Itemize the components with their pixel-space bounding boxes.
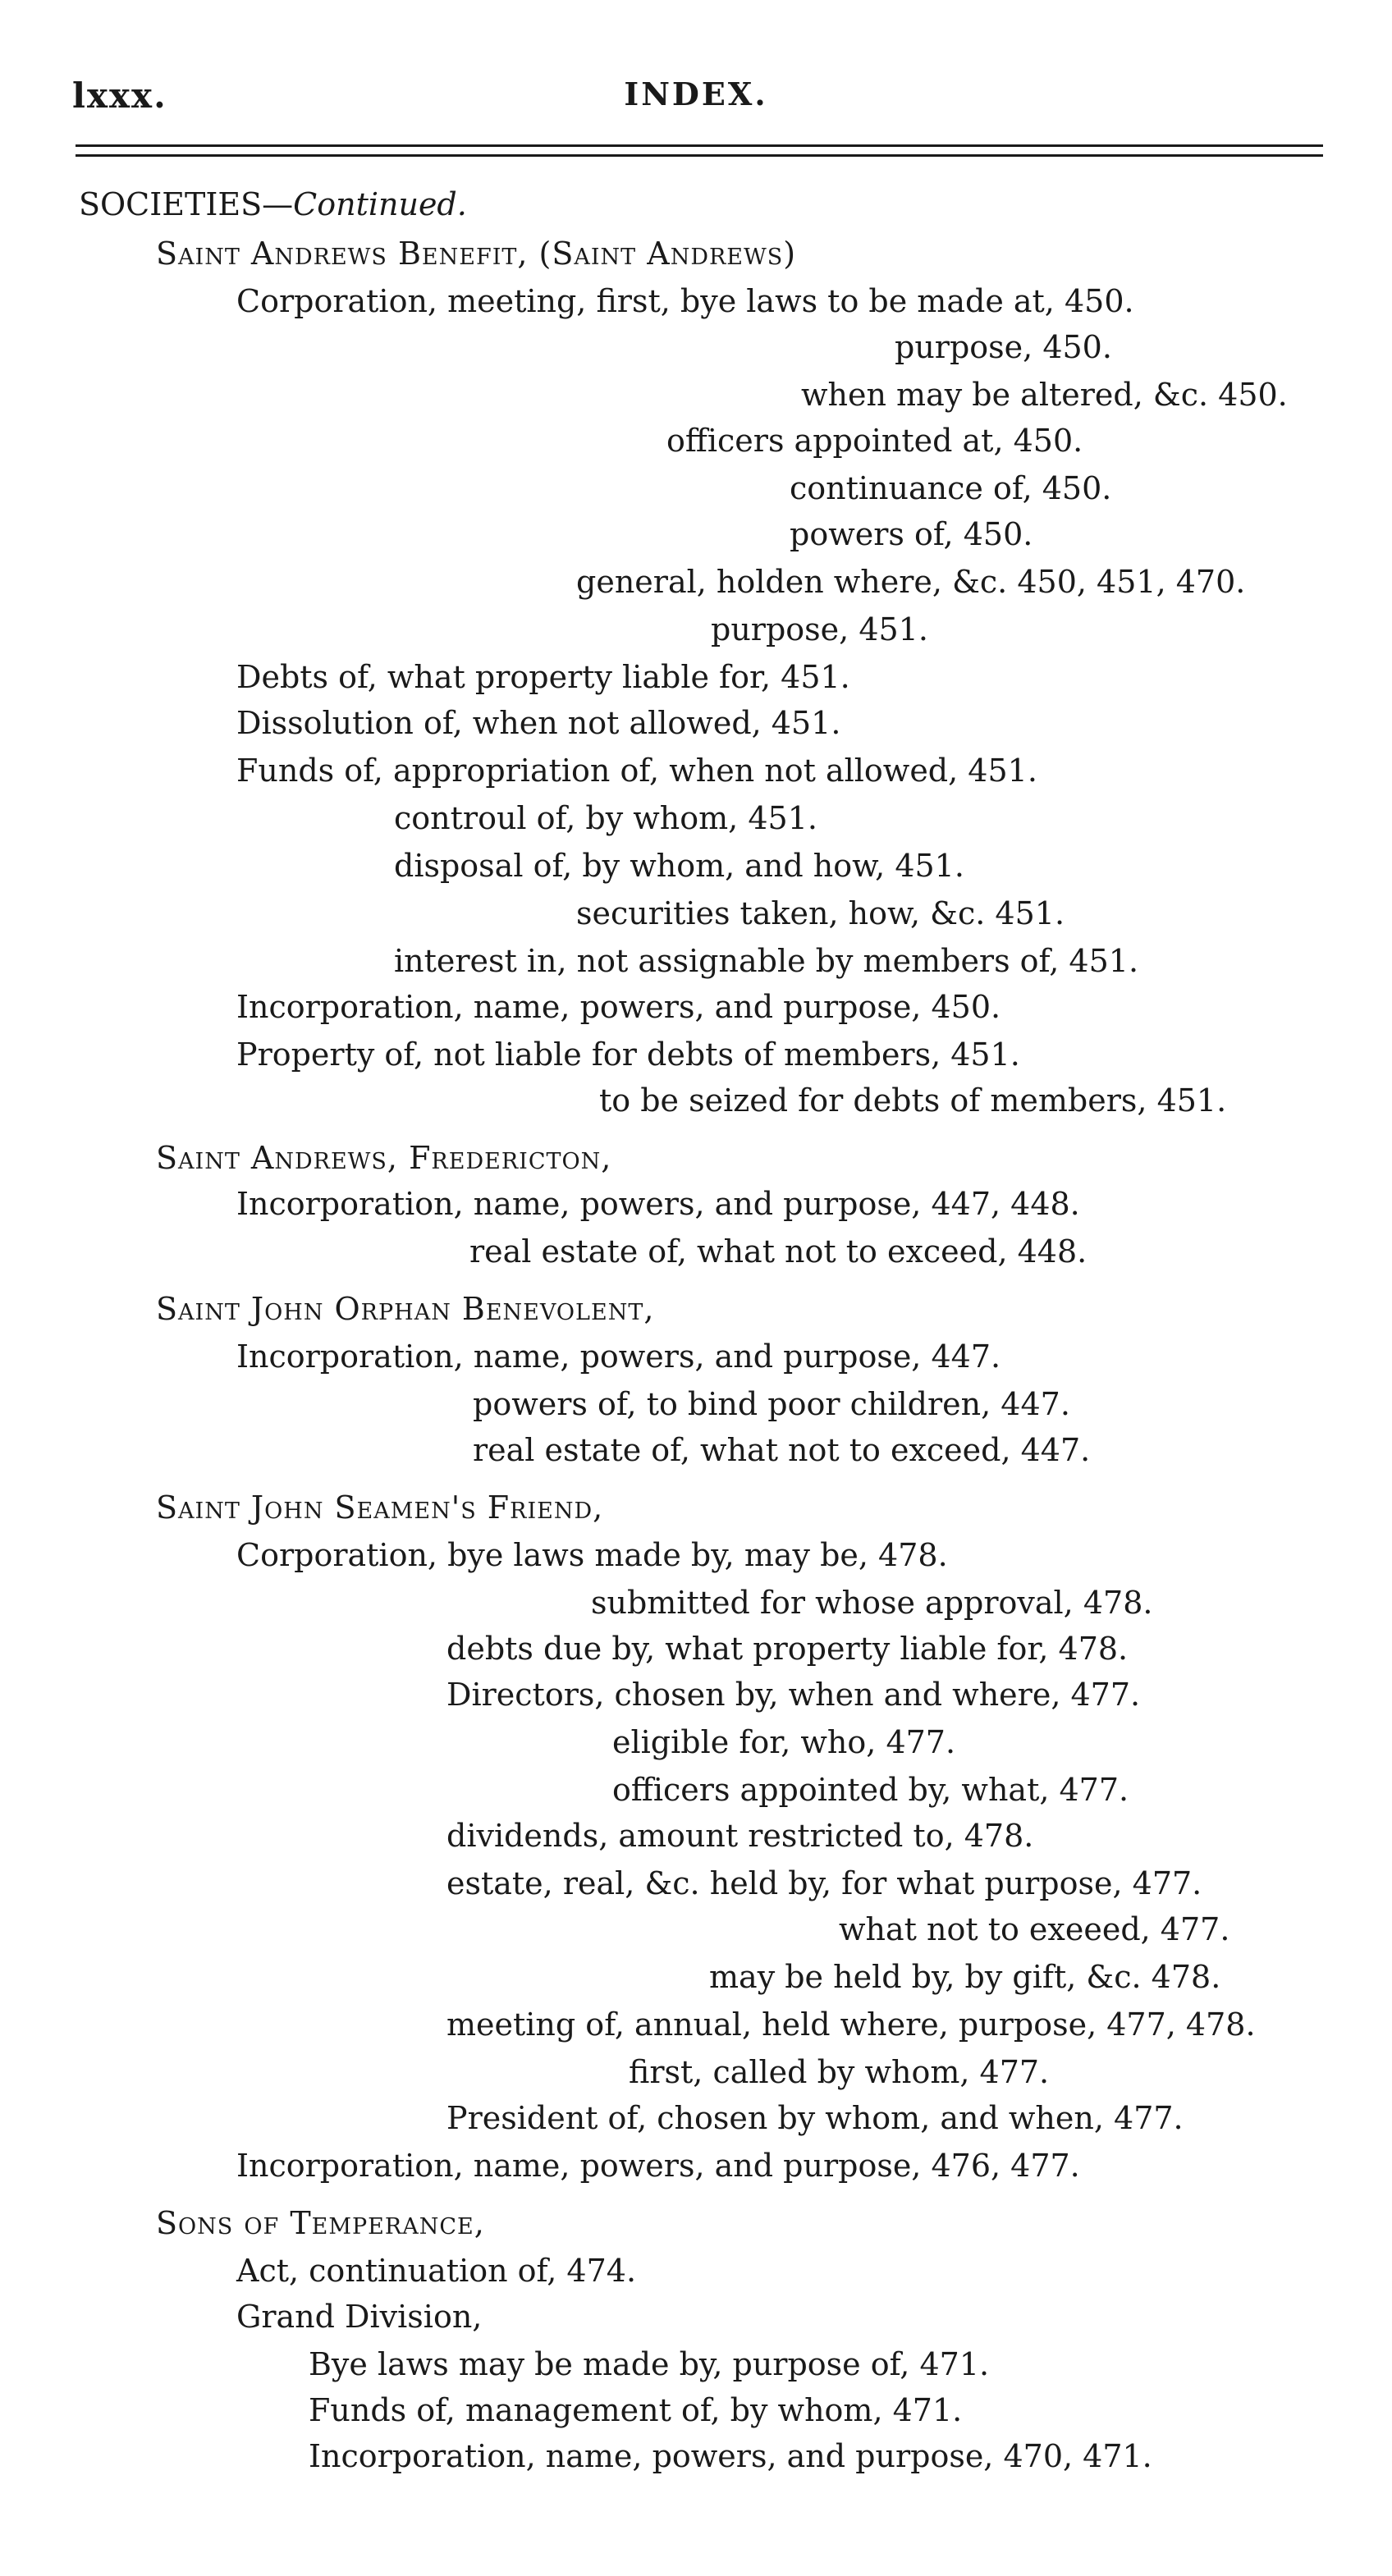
index-entry: officers appointed by, what, 477.	[612, 1772, 1129, 1808]
index-entry: Corporation, meeting, first, bye laws to be made at, 450.	[236, 283, 1134, 319]
index-entry: submitted for whose approval, 478.	[591, 1585, 1153, 1621]
index-entry: disposal of, by whom, and how, 451.	[394, 848, 964, 884]
index-entry: powers of, 450.	[790, 516, 1033, 552]
index-entry: officers appointed at, 450.	[666, 423, 1083, 459]
index-entry: debts due by, what property liable for, 478.	[446, 1631, 1129, 1667]
index-entry: securities taken, how, &c. 451.	[576, 895, 1065, 931]
index-entry: first, called by whom, 477.	[629, 2054, 1050, 2090]
index-entry: what not to exeeed, 477.	[839, 1911, 1230, 1947]
index-entry: real estate of, what not to exceed, 448.	[469, 1233, 1088, 1270]
index-entry: Directors, chosen by, when and where, 477.	[446, 1677, 1141, 1713]
index-entry: eligible for, who, 477.	[612, 1724, 956, 1760]
index-entry: Act, continuation of, 474.	[236, 2253, 637, 2289]
index-entry: may be held by, by gift, &c. 478.	[709, 1959, 1221, 1995]
index-entry: President of, chosen by whom, and when, 477.	[446, 2100, 1184, 2136]
index-entry: Bye laws may be made by, purpose of, 471.	[309, 2346, 990, 2382]
index-entry: Property of, not liable for debts of members, 451.	[236, 1036, 1020, 1073]
index-entry: Incorporation, name, powers, and purpose, 476, 477.	[236, 2148, 1080, 2184]
index-entry: Incorporation, name, powers, and purpose, 447.	[236, 1338, 1001, 1375]
page-title: INDEX.	[624, 75, 768, 112]
page-number: lxxx.	[72, 75, 167, 116]
index-entry: purpose, 451.	[711, 611, 928, 647]
index-entry: powers of, to bind poor children, 447.	[473, 1386, 1070, 1422]
index-entry: dividends, amount restricted to, 478.	[446, 1818, 1034, 1854]
index-entry: purpose, 450.	[895, 329, 1112, 365]
index-subheading: Saint John Orphan Benevolent,	[156, 1291, 655, 1327]
index-entry: Funds of, appropriation of, when not allowed, 451.	[236, 753, 1037, 789]
index-subheading: Saint Andrews, Fredericton,	[156, 1140, 612, 1176]
index-entry: Incorporation, name, powers, and purpose, 447, 448.	[236, 1186, 1080, 1222]
index-entry: Dissolution of, when not allowed, 451.	[236, 705, 841, 741]
index-entry: Debts of, what property liable for, 451.	[236, 659, 850, 695]
index-entry: estate, real, &c. held by, for what purpose, 477.	[446, 1865, 1202, 1901]
index-entry: Incorporation, name, powers, and purpose, 470, 471.	[309, 2438, 1152, 2474]
index-subheading: Saint John Seamen's Friend,	[156, 1489, 604, 1526]
index-entry: when may be altered, &c. 450.	[801, 377, 1288, 413]
index-entry: Funds of, management of, by whom, 471.	[309, 2392, 963, 2428]
index-entry: Grand Division,	[236, 2299, 483, 2335]
index-entry: real estate of, what not to exceed, 447.	[473, 1432, 1091, 1468]
section-title: SOCIETIES—	[79, 186, 294, 222]
index-entry: to be seized for debts of members, 451.	[599, 1082, 1227, 1119]
index-entry: Corporation, bye laws made by, may be, 478.	[236, 1537, 948, 1573]
index-entry: Incorporation, name, powers, and purpose, 450.	[236, 989, 1001, 1025]
index-entry: meeting of, annual, held where, purpose, 477, 478.	[446, 2006, 1256, 2043]
index-subheading: Saint Andrews Benefit, (Saint Andrews)	[156, 236, 797, 272]
index-entry: interest in, not assignable by members of, 451.	[394, 943, 1139, 979]
index-entry: continuance of, 450.	[790, 470, 1112, 506]
section-continued: Continued.	[293, 186, 467, 222]
index-entry: controul of, by whom, 451.	[394, 800, 817, 836]
index-entry: general, holden where, &c. 450, 451, 470.	[576, 564, 1246, 600]
index-subheading: Sons of Temperance,	[156, 2205, 485, 2241]
